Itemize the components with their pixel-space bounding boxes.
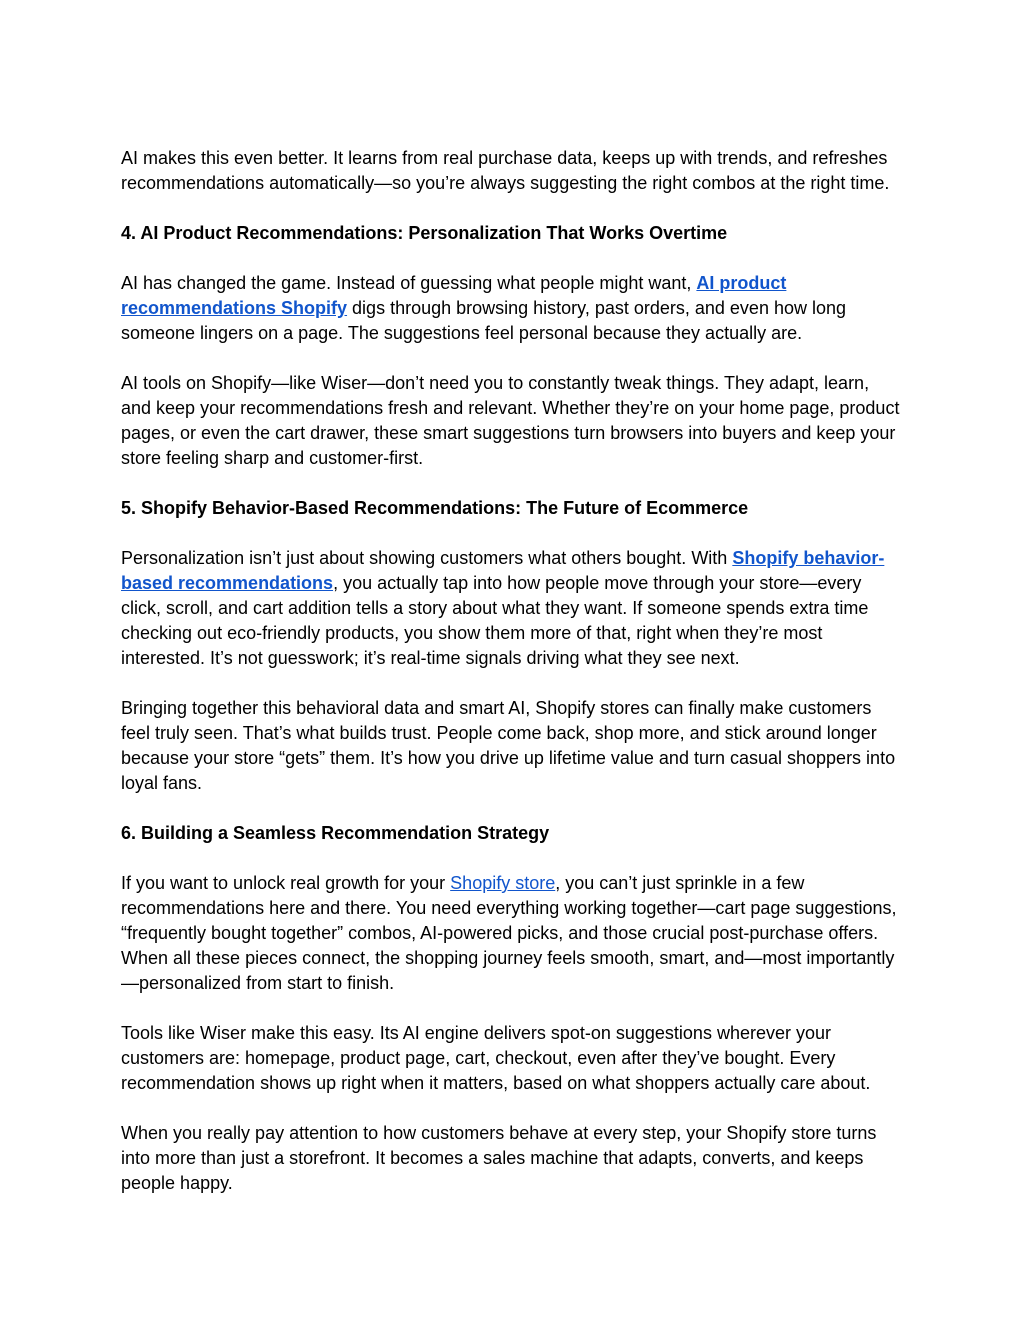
heading-5-behavior-based-recommendations	[121, 496, 903, 521]
text-link[interactable]: Shopify behavior-based recommendations	[121, 548, 885, 593]
paragraph-ai-tools-wiser	[121, 371, 903, 471]
paragraph-ai-changed-game	[121, 271, 903, 346]
text-run: Tools like Wiser make this easy. Its AI engine delivers spot-on suggestions wherever your customers are: homepage, product page, cart, checkout, even after they’ve bought. Every recommendation shows up right when it matters, based on what shoppers actually care about.	[121, 1023, 871, 1093]
text-run: If you want to unlock real growth for your	[121, 873, 451, 893]
paragraph-ai-makes-better	[121, 146, 903, 196]
paragraph-unlock-real-growth	[121, 871, 903, 996]
text-run: 4. AI Product Recommendations: Personalization That Works Overtime	[121, 223, 728, 243]
text-run: AI has changed the game. Instead of guessing what people might want,	[121, 273, 697, 293]
paragraph-behavioral-data-trust	[121, 696, 903, 796]
text-run: , you actually tap into how people move through your store—every click, scroll, and cart addition tells a story about what they want. If someone spends extra time checking out eco-friendly products, you show them more of that, right when they’re most interested. It’s not guesswork; it’s real-time signals driving what they see next.	[121, 573, 869, 668]
paragraph-tools-like-wiser	[121, 1021, 903, 1096]
paragraph-personalization-behavior	[121, 546, 903, 671]
text-run: Personalization isn’t just about showing customers what others bought. With	[121, 548, 733, 568]
heading-4-ai-product-recommendations	[121, 221, 903, 246]
paragraph-pay-attention-behave	[121, 1121, 903, 1196]
text-run: AI tools on Shopify—like Wiser—don’t need you to constantly tweak things. They adapt, learn, and keep your recommendations fresh and relevant. Whether they’re on your home page, product pages, or even the cart drawer, these smart suggestions turn browsers into buyers and keep your store feeling sharp and customer-first.	[121, 373, 900, 468]
text-run: When you really pay attention to how customers behave at every step, your Shopify store turns into more than just a storefront. It becomes a sales machine that adapts, converts, and keeps people happy.	[121, 1123, 877, 1193]
text-run: AI makes this even better. It learns from real purchase data, keeps up with trends, and refreshes recommendations automatically—so you’re always suggesting the right combos at the right time.	[121, 148, 890, 193]
text-run: , you can’t just sprinkle in a few recommendations here and there. You need everything working together—cart page suggestions, “frequently bought together” combos, AI-powered picks, and those crucial post-purchase offers. When all these pieces connect, the shopping journey feels smooth, smart, and—most importantly—personalized from start to finish.	[121, 873, 897, 993]
text-link[interactable]: AI product recommendations Shopify	[121, 273, 787, 318]
text-link[interactable]: Shopify store	[450, 873, 556, 893]
heading-6-seamless-strategy	[121, 821, 903, 846]
text-run: 6. Building a Seamless Recommendation Strategy	[121, 823, 550, 843]
text-run: 5. Shopify Behavior-Based Recommendations: The Future of Ecommerce	[121, 498, 749, 518]
text-run: Bringing together this behavioral data and smart AI, Shopify stores can finally make customers feel truly seen. That’s what builds trust. People come back, shop more, and stick around longer because your store “gets” them. It’s how you drive up lifetime value and turn casual shoppers into loyal fans.	[121, 698, 896, 793]
document-body	[121, 146, 903, 1196]
text-run: digs through browsing history, past orders, and even how long someone lingers on a page. The suggestions feel personal because they actually are.	[121, 298, 847, 343]
